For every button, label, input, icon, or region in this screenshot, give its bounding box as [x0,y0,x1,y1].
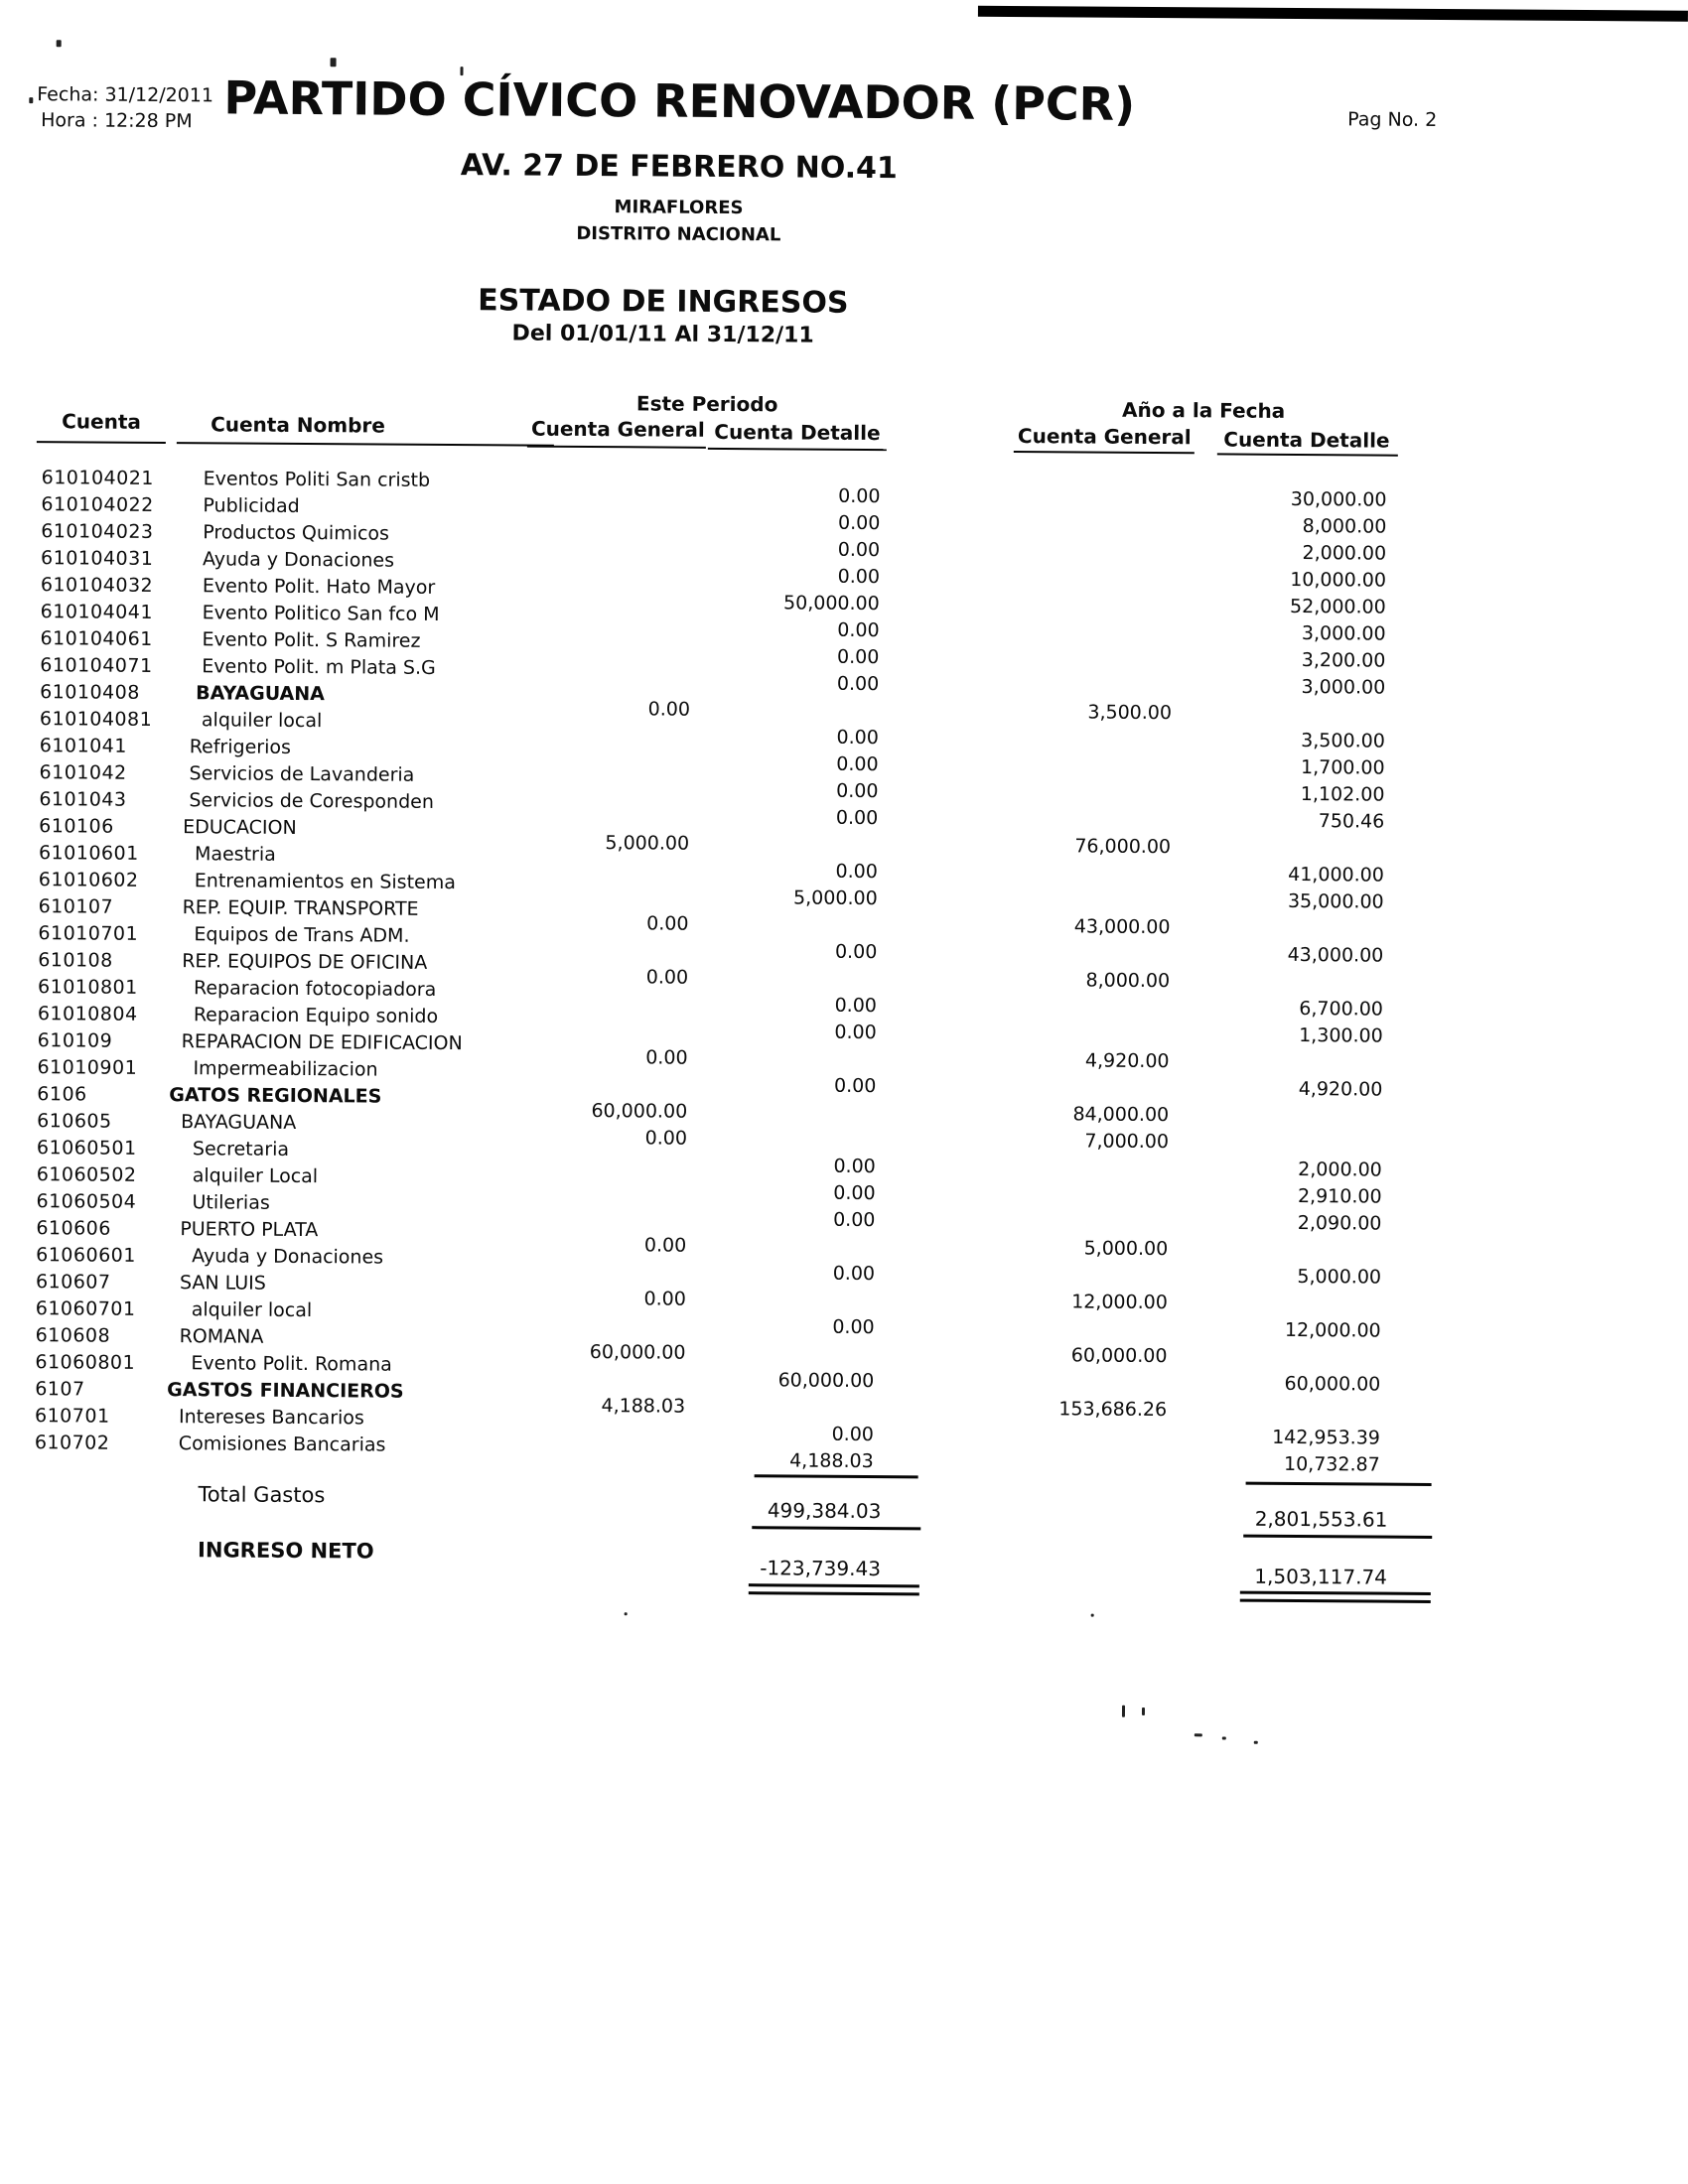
amount-ano-general: 3,500.00 [1087,701,1173,725]
account-name: Eventos Politi San cristb [203,468,431,491]
amount-este-detalle: 0.00 [833,1208,876,1232]
column-header-ano-cuenta-general: Cuenta General [1017,424,1192,450]
print-date: Fecha: 31/12/2011 [37,83,214,107]
scan-speck [331,58,337,67]
account-code: 61010804 [37,1003,138,1025]
account-code: 610106 [39,815,114,838]
amount-ano-detalle: 2,090.00 [1297,1212,1382,1235]
amount-ano-general: 153,686.26 [1058,1398,1168,1422]
amount-ano-general: 7,000.00 [1084,1130,1170,1154]
account-code: 61060501 [36,1137,137,1160]
amount-ano-general: 4,920.00 [1084,1049,1170,1073]
amount-este-detalle: 0.00 [837,565,881,589]
amount-ano-detalle: 10,000.00 [1290,568,1387,592]
amount-ano-general: 84,000.00 [1072,1103,1170,1127]
total-rule-este-bottom [752,1526,920,1530]
account-name: EDUCACION [183,816,297,839]
total-gastos-este-value: 499,384.03 [767,1498,882,1524]
account-code: 610608 [35,1324,111,1347]
amount-este-detalle: 60,000.00 [777,1369,875,1393]
account-name: GATOS REGIONALES [169,1084,382,1108]
account-name: Reparacion Equipo sonido [193,1004,439,1027]
amount-ano-general: 43,000.00 [1073,915,1171,939]
account-name: Intereses Bancarios [178,1406,364,1430]
header-rule-nombre [177,442,554,447]
amount-ano-detalle: 10,732.87 [1283,1452,1380,1476]
account-name: Utilerias [192,1191,270,1214]
header-rule-cuenta [37,441,166,444]
amount-ano-detalle: 43,000.00 [1287,943,1384,967]
header-rule-este-general [527,446,706,449]
amount-ano-detalle: 3,000.00 [1301,676,1386,699]
account-code: 610104081 [39,708,153,731]
amount-este-detalle: 0.00 [834,1021,877,1044]
account-code: 6101041 [39,735,127,757]
column-header-cuenta-nombre: Cuenta Nombre [211,412,386,438]
amount-este-detalle: 0.00 [832,1262,876,1286]
amount-ano-detalle: 2,000.00 [1298,1159,1382,1181]
total-gastos-label: Total Gastos [198,1482,326,1508]
amount-este-general: 0.00 [643,1234,687,1257]
amount-ano-detalle: 12,000.00 [1284,1318,1381,1342]
account-name: REPARACION DE EDIFICACION [181,1030,463,1055]
amount-este-detalle: 0.00 [833,1181,876,1205]
amount-ano-detalle: 4,920.00 [1298,1078,1383,1101]
account-code: 610104021 [41,467,155,489]
account-name: Servicios de Coresponden [189,789,435,813]
account-code: 6101042 [39,761,127,784]
account-code: 610606 [36,1217,111,1240]
account-code: 610107 [38,895,114,918]
amount-este-detalle: 0.00 [837,618,880,642]
scan-speck [57,40,62,47]
account-code: 610607 [35,1271,111,1294]
header-rule-ano-detalle [1217,453,1398,456]
scan-black-bar [978,6,1688,22]
amount-este-general: 60,000.00 [589,1341,686,1364]
report-title: ESTADO DE INGRESOS [478,283,849,321]
account-code: 6106 [37,1083,87,1106]
amount-este-detalle: 0.00 [831,1423,875,1446]
account-name: alquiler local [201,709,323,733]
total-gastos-ano-value: 2,801,553.61 [1254,1506,1388,1532]
amount-este-detalle: 0.00 [832,1315,875,1339]
amount-este-detalle: 0.00 [837,511,881,535]
amount-ano-detalle: 6,700.00 [1299,998,1384,1021]
column-header-cuenta: Cuenta [62,409,142,434]
account-code: 610104071 [40,654,153,677]
account-code: 6101043 [39,788,127,811]
account-name: Entrenamientos en Sistema [194,870,456,894]
amount-ano-detalle: 30,000.00 [1290,487,1387,511]
account-code: 61010801 [37,976,138,999]
amount-ano-detalle: 142,953.39 [1272,1426,1380,1449]
org-sector: MIRAFLORES [614,197,744,219]
amount-ano-detalle: 1,300.00 [1299,1024,1383,1047]
amount-este-general: 0.00 [643,1288,686,1310]
account-code: 61060502 [36,1163,137,1186]
account-name: PUERTO PLATA [180,1218,319,1242]
amount-ano-detalle: 3,200.00 [1301,649,1386,672]
neto-double-rule-este [749,1583,919,1587]
account-code: 61010601 [38,842,139,865]
amount-este-detalle: 4,188.03 [789,1449,874,1473]
neto-double-rule-ano [1240,1599,1431,1603]
account-name: SAN LUIS [179,1272,266,1295]
amount-ano-detalle: 3,500.00 [1301,730,1385,752]
account-name: Evento Polit. m Plata S.G [202,655,436,679]
account-code: 610104061 [40,627,153,650]
ingreso-neto-ano-value: 1,503,117.74 [1254,1564,1388,1589]
scan-speck [29,97,33,103]
account-name: Servicios de Lavanderia [189,762,415,786]
amount-este-detalle: 0.00 [834,994,878,1018]
account-name: Evento Polit. Hato Mayor [202,575,436,599]
amount-este-detalle: 5,000.00 [793,887,878,910]
account-rows [0,465,1685,1476]
header-rule-este-detalle [708,448,887,451]
amount-este-detalle: 0.00 [836,726,879,750]
amount-ano-general: 60,000.00 [1070,1344,1168,1368]
account-code: 61060701 [35,1297,136,1320]
amount-este-detalle: 0.00 [834,940,878,964]
amount-ano-detalle: 1,700.00 [1300,756,1385,779]
account-name: Evento Polit. S Ramirez [202,628,421,652]
account-name: GASTOS FINANCIEROS [167,1379,404,1403]
account-name: Maestria [194,843,276,866]
scan-speck [1222,1736,1226,1739]
account-name: Impermeabilizacion [193,1057,378,1081]
column-header-este-cuenta-detalle: Cuenta Detalle [714,419,881,446]
account-name: Equipos de Trans ADM. [194,923,410,947]
account-code: 610109 [37,1029,113,1052]
amount-este-detalle: 50,000.00 [782,592,880,615]
ingreso-neto-este-value: -123,739.43 [760,1556,882,1581]
ingreso-neto-label: INGRESO NETO [198,1538,374,1564]
print-time: Hora : 12:28 PM [41,109,193,133]
account-code: 61010408 [40,681,140,704]
account-code: 610108 [38,949,113,972]
scan-speck [1122,1706,1125,1717]
amount-este-detalle: 0.00 [836,752,879,776]
amount-ano-general: 8,000.00 [1085,969,1171,993]
total-rule-este-top [755,1474,918,1478]
neto-double-rule-este [749,1591,919,1595]
amount-ano-detalle: 2,910.00 [1297,1185,1382,1208]
amount-ano-detalle: 5,000.00 [1297,1266,1382,1289]
column-header-ano-cuenta-detalle: Cuenta Detalle [1223,427,1390,453]
amount-este-detalle: 0.00 [833,1074,877,1098]
account-name: Ayuda y Donaciones [192,1245,384,1269]
amount-este-general: 4,188.03 [601,1395,686,1418]
account-name: alquiler local [191,1298,313,1322]
total-rule-ano-top [1246,1482,1432,1486]
amount-este-detalle: 0.00 [836,672,880,696]
account-code: 610104041 [40,601,154,623]
account-name: Ayuda y Donaciones [202,548,395,572]
amount-ano-detalle: 35,000.00 [1287,889,1384,913]
account-code: 61010901 [37,1056,138,1079]
account-name: Comisiones Bancarias [178,1433,386,1456]
account-name: Evento Politico San fco M [202,602,440,625]
amount-este-general: 0.00 [647,698,691,721]
amount-este-general: 0.00 [645,1046,688,1069]
account-code: 610104022 [41,493,154,516]
account-code: 61010602 [38,869,139,891]
amount-ano-detalle: 2,000.00 [1302,542,1387,565]
neto-double-rule-ano [1240,1591,1431,1595]
amount-ano-detalle: 3,000.00 [1301,622,1386,645]
amount-ano-detalle: 8,000.00 [1302,515,1387,538]
account-code: 6107 [35,1378,85,1401]
account-name: Publicidad [203,494,300,517]
amount-este-detalle: 0.00 [838,484,881,508]
account-name: BAYAGUANA [196,682,325,706]
scan-speck [625,1612,628,1615]
account-name: Reparacion fotocopiadora [193,977,437,1001]
org-title: PARTIDO CÍVICO RENOVADOR (PCR) [223,70,1136,131]
amount-ano-detalle: 60,000.00 [1284,1372,1381,1396]
scan-speck [1142,1707,1145,1715]
amount-este-detalle: 0.00 [837,645,880,669]
account-code: 610104031 [40,547,154,570]
scan-speck [1091,1614,1094,1617]
account-name: REP. EQUIPOS DE OFICINA [182,950,428,974]
amount-ano-detalle: 750.46 [1318,810,1385,833]
account-code: 61060601 [36,1244,136,1267]
account-code: 610104023 [41,520,154,543]
column-group-ano-fecha: Año a la Fecha [1121,397,1286,423]
scan-speck [1254,1741,1258,1744]
account-name: Productos Quimicos [203,521,390,545]
amount-este-general: 0.00 [644,1127,688,1150]
account-code: 610701 [34,1405,110,1428]
account-name: Secretaria [192,1138,290,1160]
account-code: 61060801 [35,1351,136,1374]
amount-este-detalle: 0.00 [835,806,879,830]
account-name: REP. EQUIP. TRANSPORTE [182,896,419,920]
account-name: alquiler Local [192,1164,319,1188]
amount-este-detalle: 0.00 [837,538,881,562]
amount-ano-general: 12,000.00 [1071,1291,1168,1314]
amount-este-detalle: 0.00 [833,1155,876,1178]
account-code: 61010701 [38,922,139,945]
account-name: ROMANA [179,1325,264,1348]
amount-este-general: 0.00 [646,912,689,935]
amount-ano-detalle: 1,102.00 [1300,783,1385,806]
amount-ano-detalle: 52,000.00 [1289,595,1386,618]
scan-speck [1195,1733,1202,1736]
amount-ano-general: 76,000.00 [1074,835,1172,859]
page-number: Pag No. 2 [1347,108,1438,131]
account-name: BAYAGUANA [181,1111,297,1134]
report-period: Del 01/01/11 Al 31/12/11 [511,321,814,348]
account-name: Evento Polit. Romana [191,1352,392,1376]
column-header-este-cuenta-general: Cuenta General [530,416,705,442]
header-rule-ano-general [1014,451,1195,454]
column-group-este-periodo: Este Periodo [635,391,778,417]
org-district: DISTRITO NACIONAL [576,222,781,246]
account-code: 610605 [37,1110,112,1133]
amount-este-detalle: 0.00 [835,860,878,884]
amount-este-general: 0.00 [645,966,689,989]
org-address: AV. 27 DE FEBRERO NO.41 [460,148,898,187]
account-name: Refrigerios [189,736,292,758]
account-code: 61060504 [36,1190,137,1213]
amount-ano-detalle: 41,000.00 [1288,863,1384,887]
amount-este-general: 5,000.00 [605,832,690,855]
account-code: 610104032 [40,574,154,597]
amount-este-detalle: 0.00 [836,779,879,803]
amount-ano-general: 5,000.00 [1083,1237,1169,1261]
amount-este-general: 60,000.00 [591,1100,688,1123]
account-code: 610702 [34,1432,110,1454]
total-rule-ano-bottom [1243,1535,1432,1539]
